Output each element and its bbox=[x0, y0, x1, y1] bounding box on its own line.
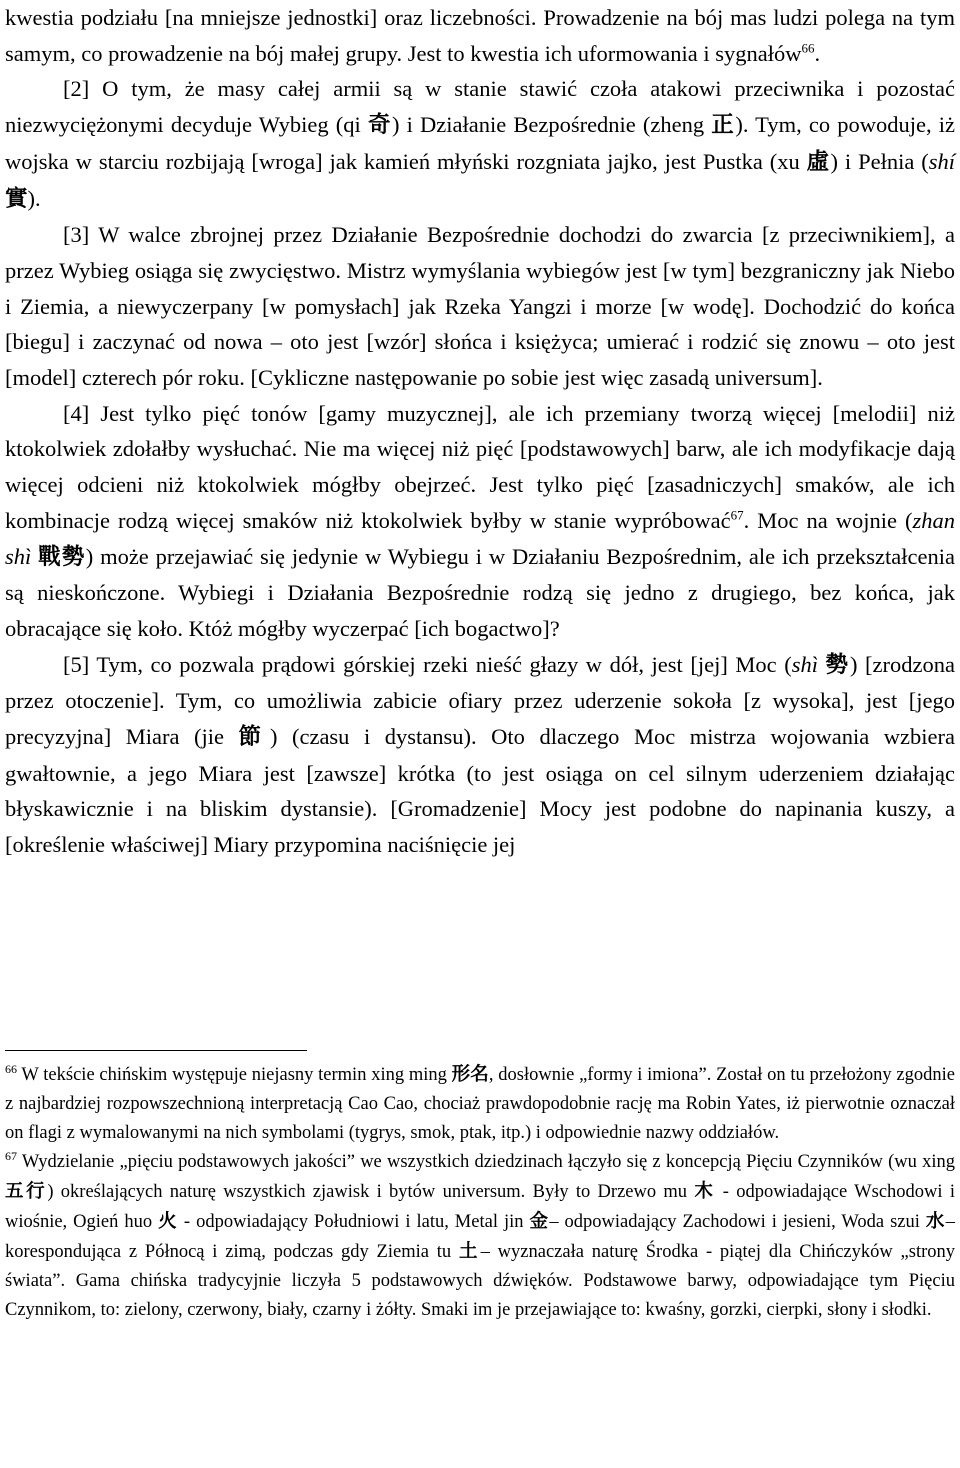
chinese-chars-wu-xing: 五行 bbox=[5, 1181, 48, 1202]
chinese-char-shi: 實 bbox=[5, 185, 28, 212]
paragraph-3 bbox=[5, 217, 955, 396]
chinese-chars-xing-ming: 形名 bbox=[451, 1064, 489, 1085]
chinese-char-tu: 土 bbox=[458, 1241, 481, 1262]
paragraph-text: . Moc na wojnie ( bbox=[743, 507, 913, 533]
footnote-text: Wydzielanie „pięciu podstawowych jakości” we wszystkich dziedzinach łączyło się z koncepcją Pięciu Czynników (wu xing bbox=[17, 1152, 955, 1172]
paragraph-text: [4] Jest tylko pięć tonów [gamy muzycznej], ale ich przemiany tworzą więcej [melodii] niż ktokolwiek zdołałby wysłuchać. Nie ma więcej niż pięć [podstawowych] barw, ale ich modyfikacje dają więcej odcieni niż ktokolwiek mógłby obejrzeć. Jest tylko pięć [zasadniczych] smaków, ale ich kombinacje rodzą więcej smaków niż ktokolwiek byłby w stanie wypróbować bbox=[5, 400, 955, 533]
footnote-text: W tekście chińskim występuje niejasny termin xing ming bbox=[17, 1065, 452, 1085]
chinese-chars-zhan-shi: 戰勢 bbox=[38, 543, 86, 570]
chinese-char-qi: 奇 bbox=[367, 112, 392, 139]
footnote-66 bbox=[5, 1060, 955, 1148]
paragraph-2 bbox=[5, 71, 955, 217]
paragraph-text: kwestia podziału [na mniejsze jednostki] oraz liczebności. Prowadzenie na bój mas ludzi polega na tym samym, co prowadzenie na bój małej grupy. Jest to kwestia ich uformowania i sygnałów bbox=[5, 5, 955, 66]
footnote-ref-66[interactable]: 66 bbox=[801, 40, 815, 56]
chinese-char-shui: 水 bbox=[925, 1211, 946, 1232]
paragraph-text: ) i Pełnia ( bbox=[830, 148, 929, 174]
paragraph-text: [3] W walce zbrojnej przez Działanie Bezpośrednie dochodzi do zwarcia [z przeciwnikiem], a przez Wybieg osiąga się zwycięstwo. Mistrz wymyślania wybiegów jest [w tym] bezgraniczny jak Niebo i Ziemia, a niewyczerpany [w pomysłach] jak Rzeka Yangzi i morze [w wodę]. Dochodzić do końca [biegu] i zaczynać od nowa – oto jest [wzór] słońca i księżyca; umierać i rodzić się znowu – oto jest [model] czterech pór roku. [Cykliczne następowanie po sobie jest więc zasadą universum]. bbox=[5, 222, 955, 391]
footnote-text: , dosłownie „formy i imiona”. Został on tu przełożony zgodnie z najbardziej rozpowszechnioną interpretacją Cao Cao, chociaż prawdopodobnie rację ma Robin Yates, iż pierwotnie oznaczał on flagi z wymalowanymi na nich symbolami (tygrys, smok, ptak, itp.) i odpowiednie nazwy oddziałów. bbox=[5, 1065, 955, 1143]
paragraph-text: ) i Działanie Bezpośrednie (zheng bbox=[391, 112, 712, 138]
chinese-char-mu: 木 bbox=[694, 1181, 716, 1202]
pinyin-zhan-shi: zhan shì bbox=[5, 507, 955, 569]
chinese-char-huo: 火 bbox=[158, 1211, 178, 1232]
main-text bbox=[5, 0, 955, 863]
paragraph-text: ). Tym, co powoduje, iż wojska w starciu rozbijają [wroga] jak kamień młyński rozgniata jajko, jest Pustka (xu bbox=[5, 112, 955, 174]
footnote-text: - odpowiadający Południowi i latu, Metal jin bbox=[177, 1212, 530, 1232]
paragraph-text: . bbox=[814, 40, 821, 66]
footnote-text: – odpowiadający Zachodowi i jesieni, Woda szui bbox=[549, 1212, 926, 1232]
footnote-number: 67 bbox=[5, 1148, 17, 1163]
chinese-char-shi: 勢 bbox=[825, 651, 850, 678]
paragraph-text: ) może przejawiać się jedynie w Wybiegu i w Działaniu Bezpośrednim, ale ich przekształcenia są nieskończone. Wybiegi i Działania Bezpośrednie rodzą się jedno z drugiego, bez końca, jak obracające się koło. Któż mógłby wyczerpać [ich bogactwo]? bbox=[5, 543, 955, 641]
chinese-char-jie: 節 bbox=[238, 724, 270, 751]
footnote-67 bbox=[5, 1148, 955, 1325]
paragraph-text: [5] Tym, co pozwala prądowi górskiej rzeki nieść głazy w dół, jest [jej] Moc ( bbox=[63, 651, 792, 677]
footnote-text: ) określających naturę wszystkich zjawisk i bytów universum. Były to Drzewo mu bbox=[47, 1182, 695, 1202]
chinese-char-jin: 金 bbox=[529, 1211, 550, 1232]
footnotes bbox=[5, 1060, 955, 1325]
paragraph-text: ) [zrodzona przez otoczenie]. Tym, co umożliwia zabicie ofiary przez uderzenie sokoła [z wysoka], jest [jego precyzyjna] Miara (jie bbox=[5, 651, 956, 750]
footnote-separator bbox=[5, 1050, 307, 1051]
paragraph-5 bbox=[5, 647, 955, 863]
paragraph-4 bbox=[5, 396, 955, 647]
paragraph-1 bbox=[5, 0, 955, 71]
chinese-char-zheng: 正 bbox=[711, 112, 736, 139]
pinyin-shi: shì bbox=[791, 651, 818, 677]
paragraph-text: [2] O tym, że masy całej armii są w stanie stawić czoła atakowi przeciwnika i pozostać niezwyciężonymi decyduje Wybieg (qi bbox=[5, 76, 955, 138]
paragraph-text: ). bbox=[27, 185, 41, 211]
footnote-ref-67[interactable]: 67 bbox=[730, 507, 744, 523]
footnote-text: – wyznaczała naturę Środka - piątej dla Chińczyków „strony świata”. Gama chińska tradycyjnie liczyła 5 podstawowych dźwięków. Podstawowe barwy, odpowiadające tym Pięciu Czynnikom, to: zielony, czerwony, biały, czarny i żółty. Smaki im je przejawiające to: kwaśny, gorzki, cierpki, słony i słodki. bbox=[5, 1242, 955, 1320]
footnote-text: - odpowiadające Wschodowi i wiośnie, Ogień huo bbox=[5, 1182, 955, 1232]
paragraph-text: ) (czasu i dystansu). Oto dlaczego Moc mistrza wojowania wzbiera gwałtownie, a jego Miara jest [zawsze] krótka (to jest osiąga on cel silnym uderzeniem działając błyskawicznie i na bliskim dystansie). [Gromadzenie] Mocy jest podobne do napinania kuszy, a [określenie właściwej] Miary przypomina naciśnięcie jej bbox=[5, 724, 955, 858]
chinese-char-xu: 虛 bbox=[806, 148, 831, 175]
footnote-number: 66 bbox=[5, 1061, 17, 1076]
footnote-text: – korespondująca z Północą i zimą, podczas gdy Ziemia tu bbox=[5, 1212, 955, 1262]
pinyin-shi: shí bbox=[928, 148, 955, 174]
